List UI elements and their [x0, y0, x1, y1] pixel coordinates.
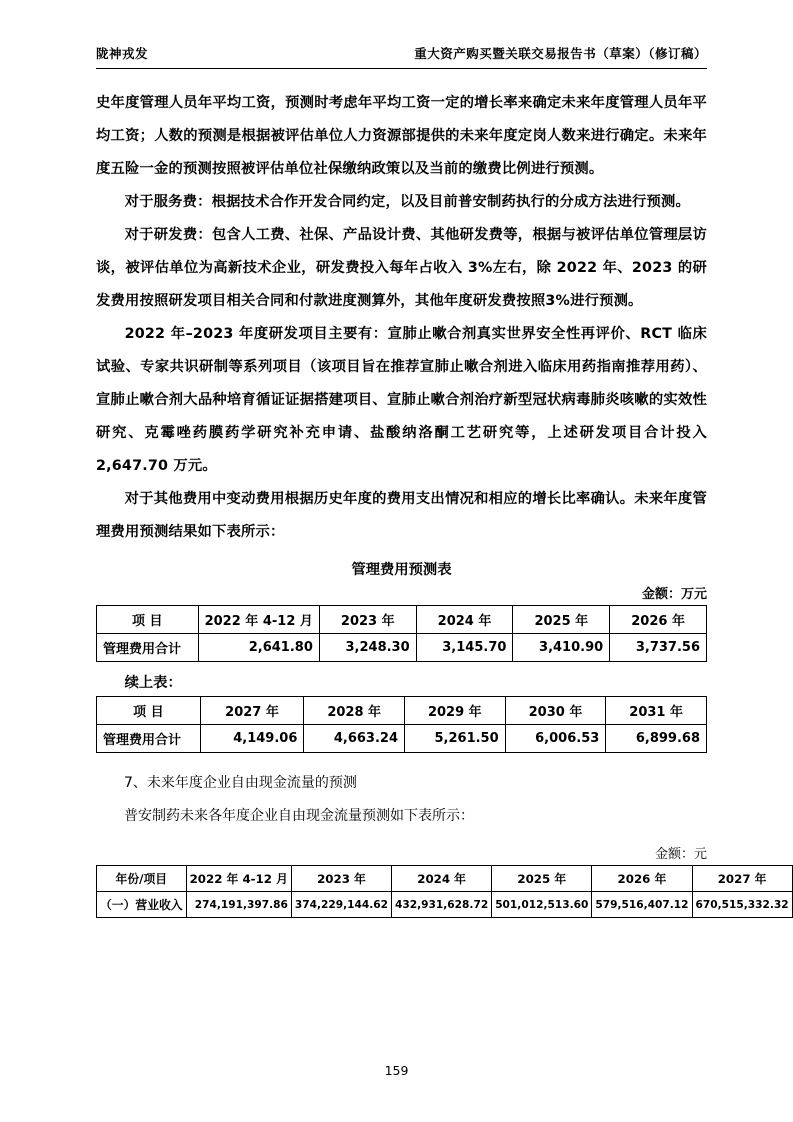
table-1-title: 管理费用预测表 — [351, 562, 452, 578]
table-2-cell: 4,149.06 — [200, 725, 304, 753]
paragraph-2: 对于服务费：根据技术合作开发合同约定，以及目前普安制药执行的分成方法进行预测。 — [124, 194, 690, 210]
table-row — [97, 606, 707, 634]
table-3-cell: 579,516,407.12 — [592, 892, 692, 918]
table-3-header-cell: 2026 年 — [592, 866, 692, 892]
table-3-header-cell: 2023 年 — [291, 866, 391, 892]
table-1-header-cell: 2025 年 — [513, 606, 610, 634]
table-2-header-cell: 2030 年 — [505, 697, 606, 725]
paragraph-5: 对于其他费用中变动费用根据历史年度的费用支出情况和相应的增长比率确认。未来年度管理费用预测结果如下表所示： — [96, 491, 707, 540]
table-1-unit: 金额：万元 — [641, 587, 707, 602]
management-expense-forecast-table-part2 — [96, 696, 707, 753]
table-3-cell: 274,191,397.86 — [186, 892, 291, 918]
table-3-header-cell: 2022 年 4-12 月 — [186, 866, 291, 892]
page-number: 159 — [384, 1063, 409, 1078]
table-2-header-cell: 2027 年 — [200, 697, 304, 725]
table-2-header-cell: 2029 年 — [405, 697, 506, 725]
table-row — [97, 866, 793, 892]
table-1-cell: 3,737.56 — [610, 634, 707, 662]
table-1-header-cell: 2026 年 — [610, 606, 707, 634]
table-1-cell: 3,145.70 — [416, 634, 513, 662]
table-1-header-cell: 项 目 — [97, 606, 199, 634]
table-3-cell: 432,931,628.72 — [392, 892, 492, 918]
table-2-header-cell: 2031 年 — [606, 697, 707, 725]
table-2-cell: 4,663.24 — [304, 725, 405, 753]
table-row — [97, 697, 707, 725]
table-row — [97, 892, 793, 918]
page-header — [96, 44, 707, 68]
management-expense-forecast-table-part1 — [96, 605, 707, 662]
section-heading: 7、未来年度企业自由现金流量的预测 — [124, 775, 357, 791]
table-1-header-cell: 2024 年 — [416, 606, 513, 634]
table-1-cell: 2,641.80 — [198, 634, 319, 662]
paragraph-4: 2022 年–2023 年度研发项目主要有：宣肺止嗽合剂真实世界安全性再评价、RCT 临床试验、专家共识研制等系列项目（该项目旨在推荐宣肺止嗽合剂进入临床用药指南推荐用药）、宣肺止嗽合剂大品种培育循证证据搭建项目、宣肺止嗽合剂治疗新型冠状病毒肺炎咳嗽的实效性研究、克霉唑药膜药学研究补充申请、盐酸纳洛酮工艺研究等，上述研发项目合计投入 2,647.70 万元。 — [96, 326, 707, 474]
paragraph-1: 史年度管理人员年平均工资，预测时考虑年平均工资一定的增长率来确定未来年度管理人员年平均工资；人数的预测是根据被评估单位人力资源部提供的未来年度定岗人数来进行确定。未来年度五险一金的预测按照被评估单位社保缴纳政策以及当前的缴费比例进行预测。 — [96, 95, 707, 177]
header-divider — [96, 68, 707, 69]
table-2-header-cell: 2028 年 — [304, 697, 405, 725]
page-content — [96, 44, 789, 924]
table-3-header-cell: 2024 年 — [392, 866, 492, 892]
table-3-cell: 501,012,513.60 — [492, 892, 592, 918]
continued-table-label: 续上表： — [124, 675, 182, 691]
table-1-header-cell: 2023 年 — [319, 606, 416, 634]
header-document-title: 重大资产购买暨关联交易报告书（草案）（修订稿） — [414, 46, 707, 61]
section-intro: 普安制药未来各年度企业自由现金流量预测如下表所示： — [124, 808, 474, 824]
table-1-header-cell: 2022 年 4-12 月 — [198, 606, 319, 634]
table-3-header-cell: 2025 年 — [492, 866, 592, 892]
paragraph-3: 对于研发费：包含人工费、社保、产品设计费、其他研发费等，根据与被评估单位管理层访谈，被评估单位为高新技术企业，研发费投入每年占收入 3%左右，除 2022 年、2023 的研发费用按照研发项目相关合同和付款进度测算外，其他年度研发费按照3%进行预测。 — [96, 227, 707, 309]
header-company-name: 陇神戎发 — [96, 46, 149, 61]
table-1-cell: 3,410.90 — [513, 634, 610, 662]
table-2-header-cell: 项 目 — [97, 697, 201, 725]
table-3-cell: （一）营业收入 — [97, 892, 187, 918]
table-3-cell: 374,229,144.62 — [291, 892, 391, 918]
table-1-cell: 管理费用合计 — [97, 634, 199, 662]
free-cash-flow-forecast-table — [96, 865, 793, 918]
table-2-cell: 管理费用合计 — [97, 725, 201, 753]
table-row — [97, 634, 707, 662]
table-3-header-cell: 年份/项目 — [97, 866, 187, 892]
table-3-header-cell: 2027 年 — [692, 866, 792, 892]
table-row — [97, 725, 707, 753]
table-2-cell: 6,899.68 — [606, 725, 707, 753]
table-3-unit: 金额：元 — [654, 847, 707, 862]
page-footer — [0, 1063, 793, 1078]
table-1-cell: 3,248.30 — [319, 634, 416, 662]
table-3-cell: 670,515,332.32 — [692, 892, 792, 918]
table-2-cell: 5,261.50 — [405, 725, 506, 753]
table-2-cell: 6,006.53 — [505, 725, 606, 753]
